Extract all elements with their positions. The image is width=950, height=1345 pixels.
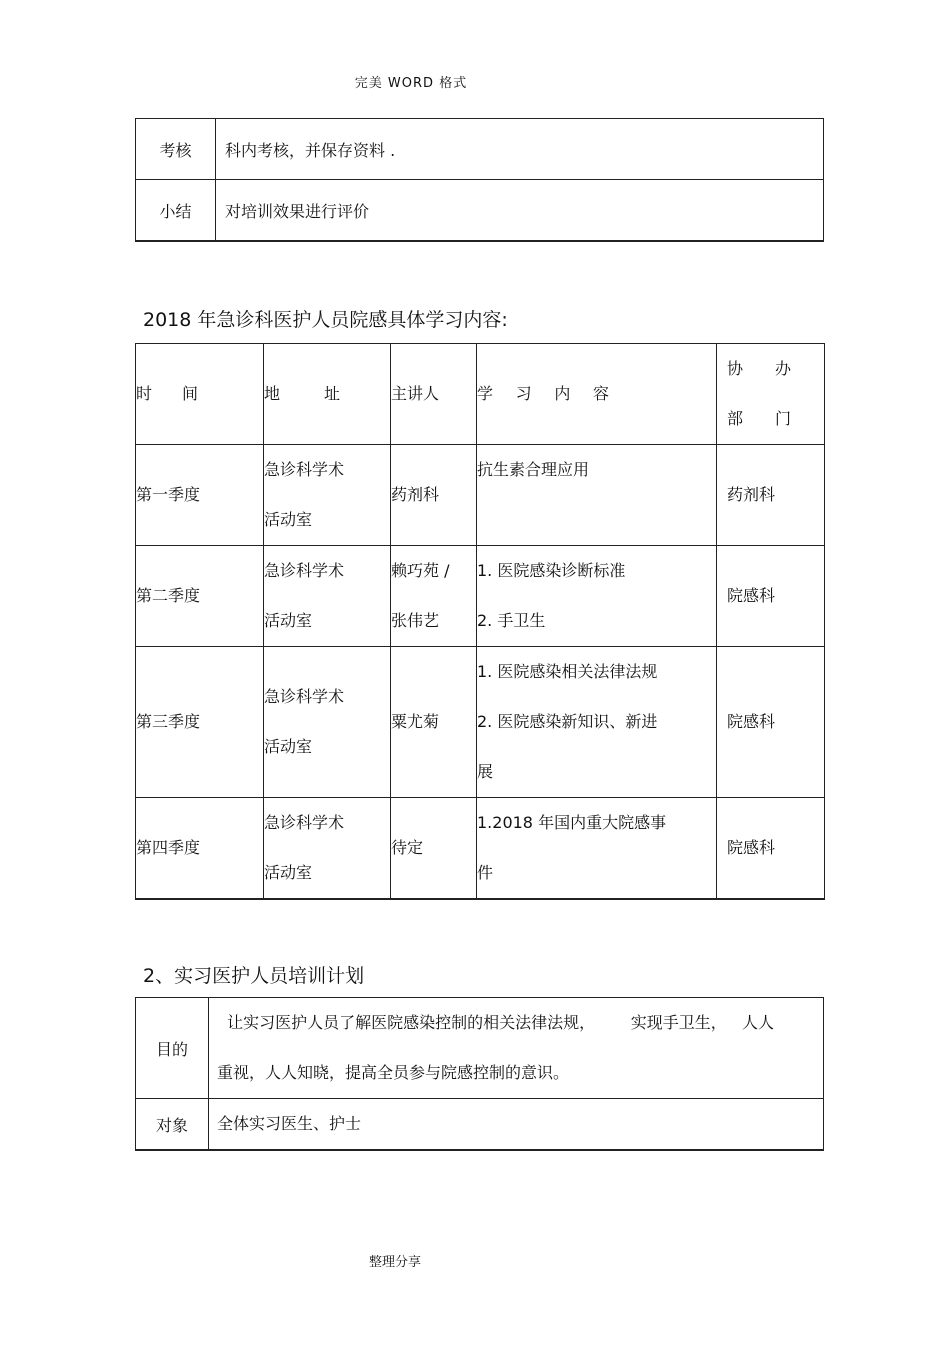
location-line: 急诊科学术 — [264, 561, 345, 580]
cell-department: 院感科 — [717, 647, 825, 798]
content-line: 1. 医院感染相关法律法规 — [477, 662, 658, 681]
header-char: 内 — [554, 384, 571, 403]
content-line: 2. 手卫生 — [477, 611, 546, 630]
header-char: 时 — [136, 384, 153, 403]
header-char: 部 — [727, 409, 744, 428]
table-row — [136, 546, 825, 647]
cell-time: 第四季度 — [136, 798, 264, 900]
purpose-line: 重视，人人知晓，提高全员参与院感控制的意识。 — [217, 1063, 570, 1082]
cell-speaker — [391, 546, 477, 647]
table-row — [136, 180, 824, 242]
row-label: 小结 — [136, 180, 216, 242]
row-content: 科内考核，并保存资料 . — [216, 119, 824, 180]
header-char: 容 — [592, 384, 609, 403]
location-line: 急诊科学术 — [264, 460, 345, 479]
target-content: 全体实习医生、护士 — [209, 1099, 824, 1151]
cell-content — [477, 798, 717, 900]
location-line: 活动室 — [264, 863, 313, 882]
header-char: 址 — [323, 384, 340, 403]
cell-content — [477, 546, 717, 647]
content-line: 展 — [477, 762, 494, 781]
header-speaker: 主讲人 — [391, 344, 477, 445]
speaker-line: 赖巧苑 / — [391, 561, 450, 580]
speaker-line: 张伟艺 — [391, 611, 440, 630]
content-line: 1.2018 年国内重大院感事 — [477, 813, 667, 832]
table-row — [136, 798, 825, 900]
header-address — [264, 344, 391, 445]
cell-content — [477, 647, 717, 798]
cell-location — [264, 445, 391, 546]
cell-location — [264, 647, 391, 798]
row-label: 考核 — [136, 119, 216, 180]
header-char: 办 — [774, 359, 791, 378]
header-char: 间 — [181, 384, 198, 403]
cell-department: 院感科 — [717, 798, 825, 900]
location-line: 活动室 — [264, 611, 313, 630]
location-line: 急诊科学术 — [264, 687, 345, 706]
location-line: 急诊科学术 — [264, 813, 345, 832]
content-line: 1. 医院感染诊断标准 — [477, 561, 626, 580]
table-row — [136, 998, 824, 1099]
purpose-content — [209, 998, 824, 1099]
location-line: 活动室 — [264, 510, 313, 529]
cell-time: 第一季度 — [136, 445, 264, 546]
page-footer: 整理分享 — [368, 1255, 421, 1270]
content-line: 件 — [477, 863, 494, 882]
row-content: 对培训效果进行评价 — [216, 180, 824, 242]
section-title: 2018 年急诊科医护人员院感具体学习内容: — [143, 309, 508, 331]
cell-speaker: 待定 — [391, 798, 477, 900]
cell-department: 院感科 — [717, 546, 825, 647]
cell-time: 第三季度 — [136, 647, 264, 798]
purpose-line: 让实习医护人员了解医院感染控制的相关法律法规， 实现手卫生， 人人 — [217, 1013, 775, 1032]
cell-speaker: 粟尤菊 — [391, 647, 477, 798]
table-row — [136, 445, 825, 546]
study-schedule-table — [135, 343, 825, 900]
header-char: 门 — [774, 409, 791, 428]
table-row — [136, 1099, 824, 1151]
header-department — [717, 344, 825, 445]
cell-content — [477, 445, 717, 546]
header-char: 地 — [264, 384, 281, 403]
target-label: 对象 — [136, 1099, 209, 1151]
content-line: 抗生素合理应用 — [477, 460, 590, 479]
header-content — [477, 344, 717, 445]
exam-summary-table — [135, 118, 824, 242]
cell-location — [264, 546, 391, 647]
table-header-row — [136, 344, 825, 445]
cell-speaker: 药剂科 — [391, 445, 477, 546]
header-char: 习 — [515, 384, 532, 403]
table-row — [136, 119, 824, 180]
page-header: 完美 WORD 格式 — [354, 76, 468, 91]
purpose-label: 目的 — [136, 998, 209, 1099]
content-line: 2. 医院感染新知识、新进 — [477, 712, 658, 731]
section-title: 2、实习医护人员培训计划 — [143, 965, 365, 987]
header-char: 学 — [477, 384, 494, 403]
header-char: 协 — [727, 359, 744, 378]
cell-location — [264, 798, 391, 900]
location-line: 活动室 — [264, 737, 313, 756]
intern-training-table — [135, 997, 824, 1151]
cell-department: 药剂科 — [717, 445, 825, 546]
table-row — [136, 647, 825, 798]
header-time — [136, 344, 264, 445]
cell-time: 第二季度 — [136, 546, 264, 647]
